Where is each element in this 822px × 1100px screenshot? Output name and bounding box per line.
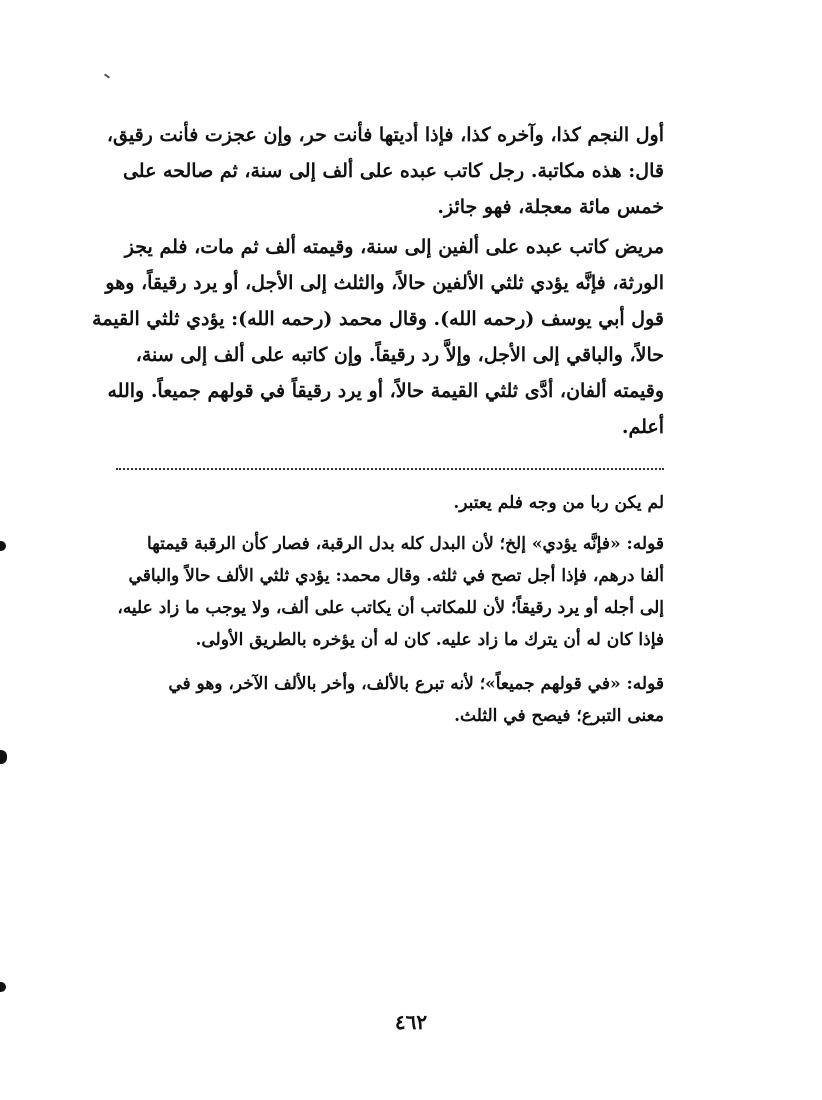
- binding-hole-mark: [0, 750, 7, 764]
- text-line: قول أبي يوسف (رحمه الله). وقال محمد (رحمه الله): يؤدي ثلثي القيمة: [92, 308, 664, 330]
- footnote-line: فإذا كان له أن يترك ما زاد عليه. كان له أن يؤخره بالطريق الأولى.: [195, 630, 664, 650]
- footnote-1: [116, 528, 664, 656]
- binding-hole-mark: [0, 541, 6, 551]
- text-line: حالاً، والباقي إلى الأجل، وإلاَّ رد رقيقاً. وإن كاتبه على ألف إلى سنة،: [135, 344, 664, 366]
- text-line: وقيمته ألفان، أدَّى ثلثي القيمة حالاً، أو يرد رقيقاً في قولهم جميعاً. والله: [107, 380, 664, 402]
- footnote-line: قوله: «في قولهم جميعاً»؛ لأنه تبرع بالألف، وأخر بالألف الآخر، وهو في: [168, 674, 664, 694]
- binding-hole-mark: [0, 982, 6, 992]
- scan-speck: [104, 73, 110, 78]
- main-paragraph-2: [92, 229, 664, 445]
- footnote-continuation: [116, 487, 664, 519]
- footnote-2: [116, 668, 664, 732]
- text-line: قال: هذه مكاتبة. رجل كاتب عبده على ألف إلى سنة، ثم صالحه على: [122, 160, 664, 182]
- footnote-line: لم يكن ربا من وجه فلم يعتبر.: [453, 493, 664, 513]
- text-line: أول النجم كذا، وآخره كذا، فإذا أديتها فأنت حر، وإن عجزت فأنت رقيق،: [106, 124, 664, 146]
- footnote-line: إلى أجله أو يرد رقيقاً؛ لأن للمكاتب أن يكاتب على ألف، ولا يوجب ما زاد عليه،: [117, 598, 664, 618]
- page-number: ٤٦٢: [394, 1010, 428, 1034]
- text-line: مريض كاتب عبده على ألفين إلى سنة، وقيمته ألف ثم مات، فلم يجز: [124, 236, 664, 258]
- footnote-line: قوله: «فإنَّه يؤدي» إلخ؛ لأن البدل كله بدل الرقبة، فصار كأن الرقبة قيمتها: [147, 534, 664, 554]
- footnote-divider: [116, 468, 664, 470]
- text-line: خمس مائة معجلة، فهو جائز.: [437, 196, 664, 218]
- footnote-line: معنى التبرع؛ فيصح في الثلث.: [454, 706, 664, 726]
- main-paragraph-1: [106, 117, 664, 225]
- text-line: أعلم.: [621, 416, 664, 438]
- footnote-line: ألفا درهم، فإذا أجل تصح في ثلثه. وقال محمد: يؤدي ثلثي الألف حالاً والباقي: [128, 566, 664, 586]
- text-line: الورثة، فإنَّه يؤدي ثلثي الألفين حالاً، والثلث إلى الأجل، أو يرد رقيقاً، وهو: [105, 272, 664, 294]
